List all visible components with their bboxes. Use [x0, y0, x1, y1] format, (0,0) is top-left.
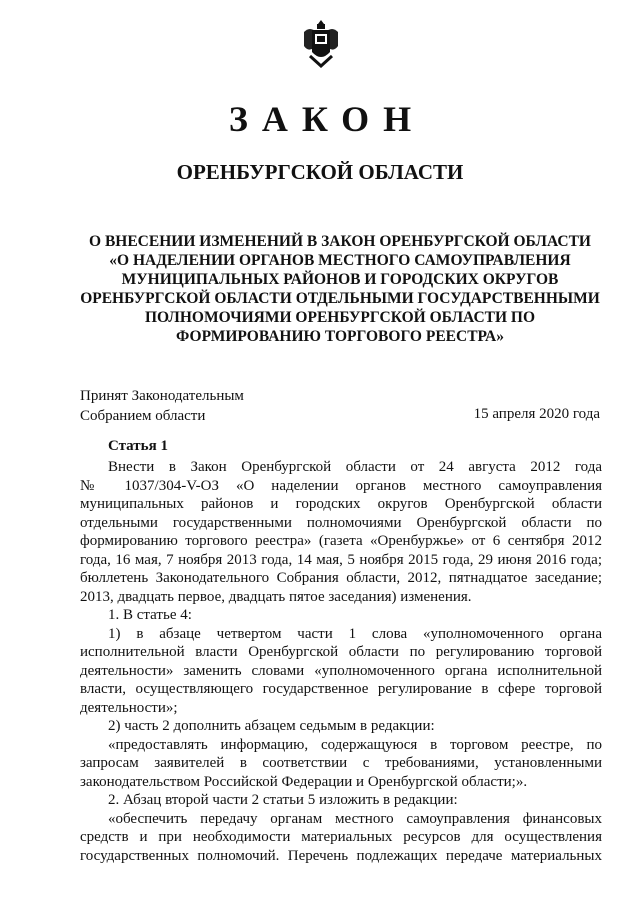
adoption-line: Собранием области	[80, 408, 206, 424]
body-line: 2. Абзац второй части 2 статьи 5 изложить в редакции:	[108, 792, 458, 808]
region-title: ОРЕНБУРГСКОЙ ОБЛАСТИ	[176, 160, 464, 184]
subject-line: ОРЕНБУРГСКОЙ ОБЛАСТИ ОТДЕЛЬНЫМИ ГОСУДАРСТВЕННЫМИ	[80, 290, 600, 307]
law-title: ЗАКОН	[228, 99, 426, 139]
body-line: Внести в Закон Оренбургской области от 24 августа 2012 года	[108, 459, 602, 475]
adoption-line: Принят Законодательным	[80, 388, 244, 404]
body-line: года, 16 мая, 7 ноября 2013 года, 14 мая, 5 ноября 2015 года, 29 июня 2016 года;	[80, 551, 602, 568]
body-line: деятельности»;	[80, 699, 178, 716]
law-subject	[80, 232, 600, 346]
subject-line: «О НАДЕЛЕНИИ ОРГАНОВ МЕСТНОГО САМОУПРАВЛЕНИЯ	[109, 252, 571, 269]
coat-of-arms-icon	[300, 18, 342, 68]
body-line: 2013, двадцать первое, двадцать пятое заседания) изменения.	[80, 588, 472, 605]
body-line: отдельными государственными полномочиями Оренбургской области по	[80, 514, 602, 531]
body-line: «предоставлять информацию, содержащуюся в торговом реестре, по	[108, 736, 602, 753]
body-line: бюллетень Законодательного Собрания области, 2012, пятнадцатое заседание;	[80, 570, 602, 586]
adoption-date: 15 апреля 2020 года	[473, 406, 600, 422]
body-line: формированию торгового реестра» (газета «Оренбуржье» от 6 сентября 2012	[80, 533, 602, 549]
adoption-note	[80, 386, 244, 426]
article-body	[80, 458, 602, 865]
subject-line: МУНИЦИПАЛЬНЫХ РАЙОНОВ И ГОРОДСКИХ ОКРУГОВ	[121, 271, 559, 288]
body-line: муниципальных районов и городских округов Оренбургской области	[80, 496, 602, 512]
body-line: № 1037/304-V-ОЗ «О наделении органов местного самоуправления	[80, 477, 602, 494]
subject-line: ФОРМИРОВАНИЮ ТОРГОВОГО РЕЕСТРА»	[176, 328, 504, 345]
body-line: средств и при необходимости материальных ресурсов для осуществления	[80, 829, 602, 845]
body-line: государственных полномочий. Перечень подлежащих передаче материальных	[80, 847, 602, 864]
body-line: 2) часть 2 дополнить абзацем седьмым в редакции:	[108, 718, 435, 734]
body-line: деятельности» заменить словами «уполномоченного органа исполнительной	[80, 662, 602, 679]
body-line: законодательством Российской Федерации и Оренбургской области;».	[80, 773, 528, 790]
body-line: 1. В статье 4:	[108, 607, 192, 623]
body-line: 1) в абзаце четвертом части 1 слова «уполномоченного органа	[108, 625, 602, 642]
subject-line: ПОЛНОМОЧИЯМИ ОРЕНБУРГСКОЙ ОБЛАСТИ ПО	[144, 309, 536, 326]
body-line: власти, осуществляющего государственное регулирование в сфере торговой	[80, 681, 602, 697]
article-heading: Статья 1	[108, 438, 168, 454]
body-line: исполнительной власти Оренбургской области по регулированию торговой	[80, 644, 602, 660]
body-line: запросам заявителей в соответствии с требованиями, установленными	[80, 755, 602, 771]
subject-line: О ВНЕСЕНИИ ИЗМЕНЕНИЙ В ЗАКОН ОРЕНБУРГСКОЙ ОБЛАСТИ	[89, 233, 591, 250]
body-line: «обеспечить передачу органам местного самоуправления финансовых	[108, 810, 602, 827]
